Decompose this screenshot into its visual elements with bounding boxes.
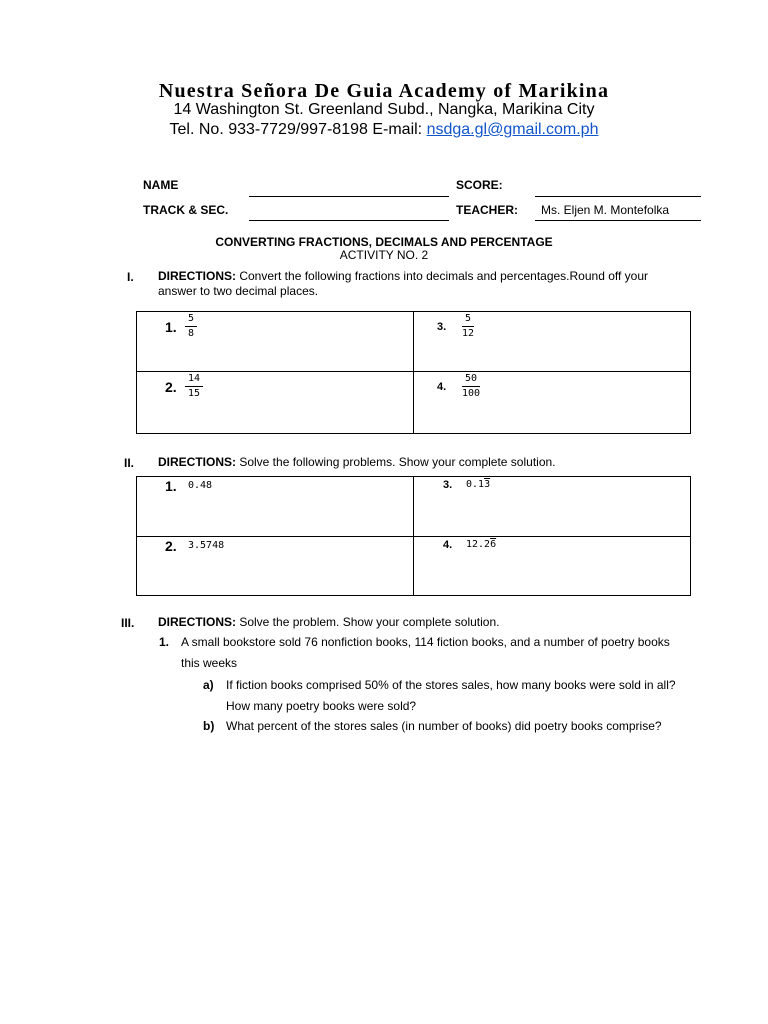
decimal-main: 0.1 (466, 479, 485, 490)
item-number: 3. (437, 321, 447, 333)
numerator: 5 (462, 313, 474, 327)
section2-directions (158, 455, 678, 470)
track-label: TRACK & SEC. (143, 203, 229, 217)
decimal-cell-2[interactable] (137, 537, 414, 596)
fraction-cell-1[interactable] (137, 312, 414, 372)
problem-number-label: 1. (159, 635, 170, 649)
section3-directions-label: DIRECTIONS: (158, 615, 236, 629)
decimals-table (136, 476, 691, 596)
teacher-label: TEACHER: (456, 203, 518, 217)
fraction (459, 373, 483, 400)
name-label: NAME (143, 178, 179, 192)
decimal-value (466, 479, 490, 490)
section1-directions-text: Convert the following fractions into decimals and percentages.Round off your answer to two decimal places. (158, 269, 649, 298)
numerator: 50 (462, 373, 480, 387)
contact-line (0, 121, 768, 139)
section1-directions (158, 269, 678, 299)
sub-label: a) (203, 678, 214, 692)
decimal-cell-1[interactable] (137, 477, 414, 537)
item-number: 1. (165, 478, 177, 494)
activity-subtitle: ACTIVITY NO. 2 (339, 248, 429, 262)
decimal-main: 12.2 (466, 539, 491, 550)
sub-item-text-a: If fiction books comprised 50% of the stores sales, how many books were sold in all? How many poetry books were sold? (226, 678, 676, 713)
section2-directions-text: Solve the following problems. Show your complete solution. (236, 455, 556, 469)
sub-label: b) (203, 719, 215, 733)
fractions-table (136, 311, 691, 434)
problem-number (159, 632, 169, 653)
fraction-cell-4[interactable] (414, 372, 691, 434)
denominator: 100 (462, 388, 481, 399)
score-field[interactable] (535, 196, 701, 197)
contact-text: Tel. No. 933-7729/997-8198 E-mail: (169, 121, 427, 138)
item-number: 3. (443, 479, 453, 491)
item-number: 1. (165, 319, 177, 335)
track-field[interactable] (249, 220, 449, 221)
denominator: 15 (188, 388, 201, 399)
score-label: SCORE: (456, 178, 503, 192)
school-address: 14 Washington St. Greenland Subd., Nangka, Marikina City (173, 101, 595, 118)
decimal-value: 0.48 (188, 480, 213, 491)
numerator: 14 (185, 373, 203, 387)
section3-numeral: III. (121, 616, 135, 630)
section3-directions (158, 615, 678, 630)
sub-item-label-b (203, 716, 214, 737)
decimal-cell-3[interactable] (414, 477, 691, 537)
item-number: 2. (165, 379, 177, 395)
activity-title: CONVERTING FRACTIONS, DECIMALS AND PERCENTAGE (215, 235, 553, 249)
problem-text: A small bookstore sold 76 nonfiction books, 114 fiction books, and a number of poetry books this weeks (181, 635, 670, 670)
decimal-value (466, 539, 496, 550)
sub-item-text-b: What percent of the stores sales (in number of books) did poetry books comprise? (226, 719, 662, 733)
section1-numeral: I. (127, 270, 134, 284)
fraction-cell-3[interactable] (414, 312, 691, 372)
teacher-field[interactable] (535, 220, 701, 221)
denominator: 12 (462, 328, 475, 339)
section1-directions-label: DIRECTIONS: (158, 269, 236, 283)
decimal-value: 3.5748 (188, 540, 225, 551)
section2-directions-label: DIRECTIONS: (158, 455, 236, 469)
numerator: 5 (185, 313, 197, 327)
denominator: 8 (188, 328, 195, 339)
item-number: 2. (165, 538, 177, 554)
fraction-cell-2[interactable] (137, 372, 414, 434)
name-field[interactable] (249, 196, 449, 197)
school-name: Nuestra Señora De Guia Academy of Marikina (158, 80, 610, 102)
section3-directions-text: Solve the problem. Show your complete solution. (236, 615, 500, 629)
decimal-cell-4[interactable] (414, 537, 691, 596)
item-number: 4. (443, 539, 453, 551)
sub-item-label-a (203, 675, 214, 696)
fraction (185, 373, 203, 400)
email-link[interactable]: nsdga.gl@gmail.com.ph (426, 121, 599, 138)
teacher-value: Ms. Eljen M. Montefolka (541, 203, 670, 217)
section2-numeral: II. (124, 456, 135, 470)
repeating-digit: 6 (490, 539, 497, 550)
fraction (459, 313, 477, 340)
repeating-digit: 3 (484, 479, 491, 490)
item-number: 4. (437, 381, 447, 393)
fraction (185, 313, 197, 340)
